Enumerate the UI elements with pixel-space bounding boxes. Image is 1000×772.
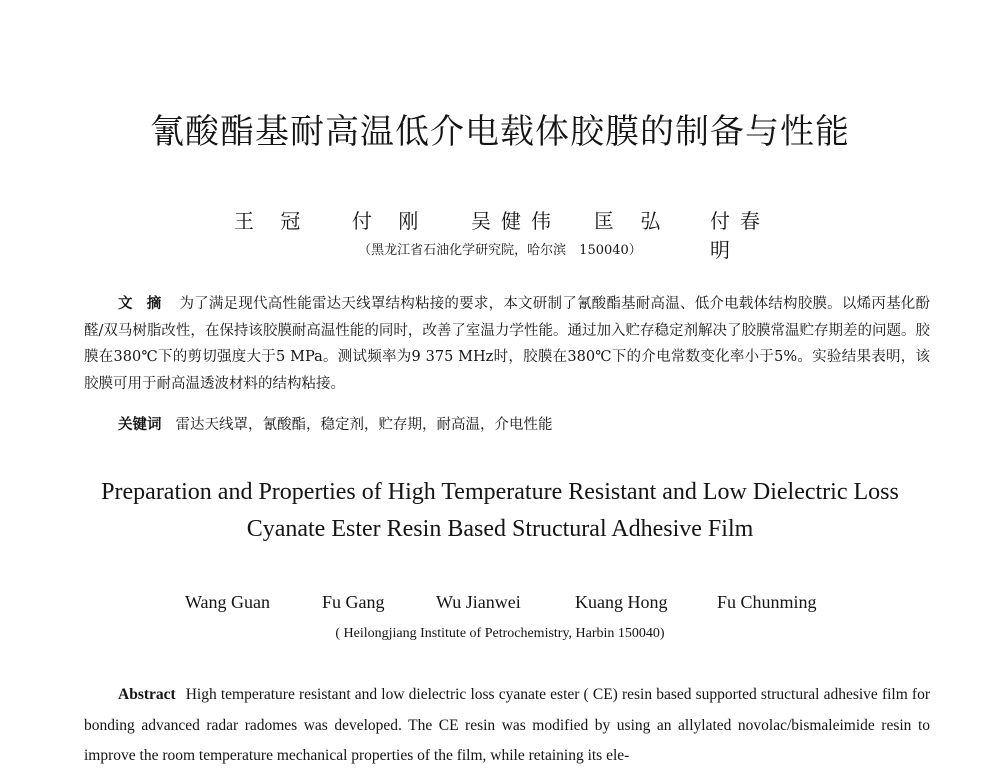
chinese-keywords-label: 关键词 — [118, 416, 162, 433]
chinese-abstract-label: 文摘 — [118, 295, 176, 312]
english-author: Fu Gang — [322, 592, 385, 612]
chinese-affiliation: （黑龙江省石油化学研究院，哈尔滨 150040） — [358, 243, 642, 258]
chinese-abstract-text: 为了满足现代高性能雷达天线罩结构粘接的要求，本文研制了氰酸酯基耐高温、低介电载体结构胶膜。以烯丙基化酚醛/双马树脂改性，在保持该胶膜耐高温性能的同时，改善了室温力学性能。通过加入贮存稳定剂解决了胶膜常温贮存期差的问题。胶膜在380℃下的剪切强度大于5 MPa。测试频率为9 375 MHz时，胶膜在380℃下的介电常数变化率小于5%。实验结果表明，该胶膜可用于耐高温透波材料的结构粘接。 — [84, 296, 931, 392]
chinese-author: 付 刚 — [352, 209, 429, 233]
english-abstract-text: High temperature resistant and low dielectric loss cyanate ester ( CE) resin based supported structural adhesive film for bonding advanced radar radomes was developed. The CE resin was modified by using an allylated novolac/bismaleimide resin to improve the room temperature mechanical properties of the film, while retaining its ele- — [84, 686, 930, 764]
chinese-author: 付春明 — [710, 209, 770, 262]
chinese-author: 王 冠 — [234, 209, 311, 233]
english-author: Kuang Hong — [575, 592, 668, 612]
chinese-author: 匡 弘 — [594, 209, 671, 233]
english-author: Wang Guan — [185, 592, 271, 612]
chinese-keywords — [84, 412, 964, 439]
english-author: Wu Jianwei — [436, 592, 521, 612]
chinese-keywords-text: 雷达天线罩，氰酸酯，稳定剂，贮存期，耐高温，介电性能 — [175, 417, 553, 433]
english-abstract-label: Abstract — [118, 686, 176, 703]
english-affiliation: ( Heilongjiang Institute of Petrochemistry, Harbin 150040) — [335, 626, 665, 641]
chinese-author: 吴健伟 — [471, 209, 561, 233]
english-authors — [0, 592, 1000, 616]
english-abstract — [84, 680, 930, 772]
chinese-abstract — [84, 291, 930, 397]
english-title: Preparation and Properties of High Temperature Resistant and Low Dielectric Loss Cyanate Ester Resin Based Structural Adhesive Film — [101, 479, 899, 542]
english-author: Fu Chunming — [717, 592, 817, 612]
chinese-title: 氰酸酯基耐高温低介电载体胶膜的制备与性能 — [150, 112, 850, 152]
